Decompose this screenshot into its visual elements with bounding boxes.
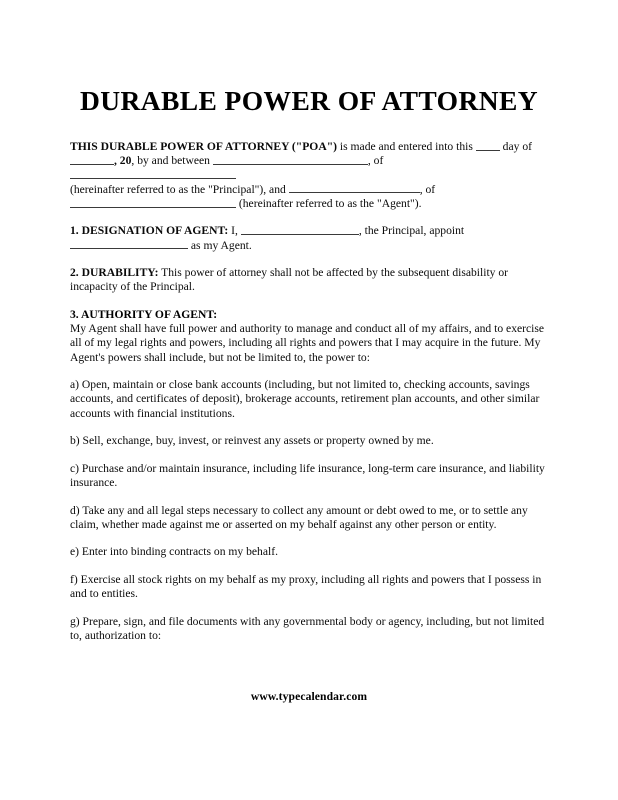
section-designation-of-agent [70, 224, 549, 252]
blank-day[interactable] [476, 140, 500, 151]
intro-text-1: is made and entered into this [337, 140, 476, 153]
page-title: DURABLE POWER OF ATTORNEY [80, 85, 538, 117]
intro-text-4: , of [367, 154, 384, 168]
blank-s1-principal[interactable] [241, 225, 359, 236]
blank-month[interactable] [70, 154, 114, 165]
blank-principal-name[interactable] [213, 154, 368, 165]
power-item-f: f) Exercise all stock rights on my behalf as my proxy, including all rights and powers that I possess in and to entities. [70, 572, 542, 601]
blank-agent-address[interactable] [70, 197, 236, 208]
intro-text-5: (hereinafter referred to as the "Principal"), and [70, 182, 289, 196]
intro-text-2: day of [499, 140, 532, 153]
power-item-e: e) Enter into binding contracts on my behalf. [70, 545, 278, 559]
intro-text-7: (hereinafter referred to as the "Agent"). [236, 196, 422, 210]
blank-s1-agent[interactable] [70, 239, 188, 250]
blank-principal-address[interactable] [70, 169, 236, 180]
blank-agent-name[interactable] [289, 183, 420, 194]
document-body [70, 140, 549, 643]
section-1-text-3: as my Agent. [188, 238, 252, 252]
section-1-text-2: , the Principal, appoint [358, 224, 465, 238]
section-1-text-1: I, [228, 224, 241, 238]
section-durability [70, 266, 549, 294]
section-2-body: This power of attorney shall not be affected by the subsequent disability or incapacity of the Principal. [70, 266, 509, 294]
intro-paragraph [70, 140, 549, 211]
intro-text-3: , by and between [131, 154, 213, 168]
power-item-d: d) Take any and all legal steps necessary to collect any amount or debt owed to me, or to settle any claim, whether made against me or asserted on my behalf against any other person or entity. [70, 503, 528, 531]
section-3-intro-paragraph: My Agent shall have full power and authority to manage and conduct all of my affairs, and to exercise all of my legal rights and powers, including all rights and powers that I may acquire in the future. My Agent's powers shall include, but not be limited to, the power to: [70, 322, 545, 364]
section-3-heading: 3. AUTHORITY OF AGENT: [70, 308, 218, 321]
section-2-heading: 2. DURABILITY: [70, 266, 159, 280]
power-item-b: b) Sell, exchange, buy, invest, or reinvest any assets or property owned by me. [70, 434, 434, 448]
power-item-g: g) Prepare, sign, and file documents with any governmental body or agency, including, but not limited to, authorization to: [70, 614, 545, 642]
power-item-c: c) Purchase and/or maintain insurance, including life insurance, long-term care insurance, and liability insurance. [70, 461, 545, 489]
intro-year-prefix: , 20 [114, 154, 132, 168]
intro-lead-in: THIS DURABLE POWER OF ATTORNEY ("POA") [70, 140, 337, 153]
intro-text-6: , of [419, 182, 436, 196]
footer-website-url[interactable]: www.typecalendar.com [250, 690, 368, 703]
section-1-heading: 1. DESIGNATION OF AGENT: [70, 224, 229, 238]
power-item-a: a) Open, maintain or close bank accounts (including, but not limited to, checking accounts, savings accounts, and certificates of deposit), brokerage accounts, retirement plan accounts, and other similar accounts with financial institutions. [70, 378, 540, 420]
